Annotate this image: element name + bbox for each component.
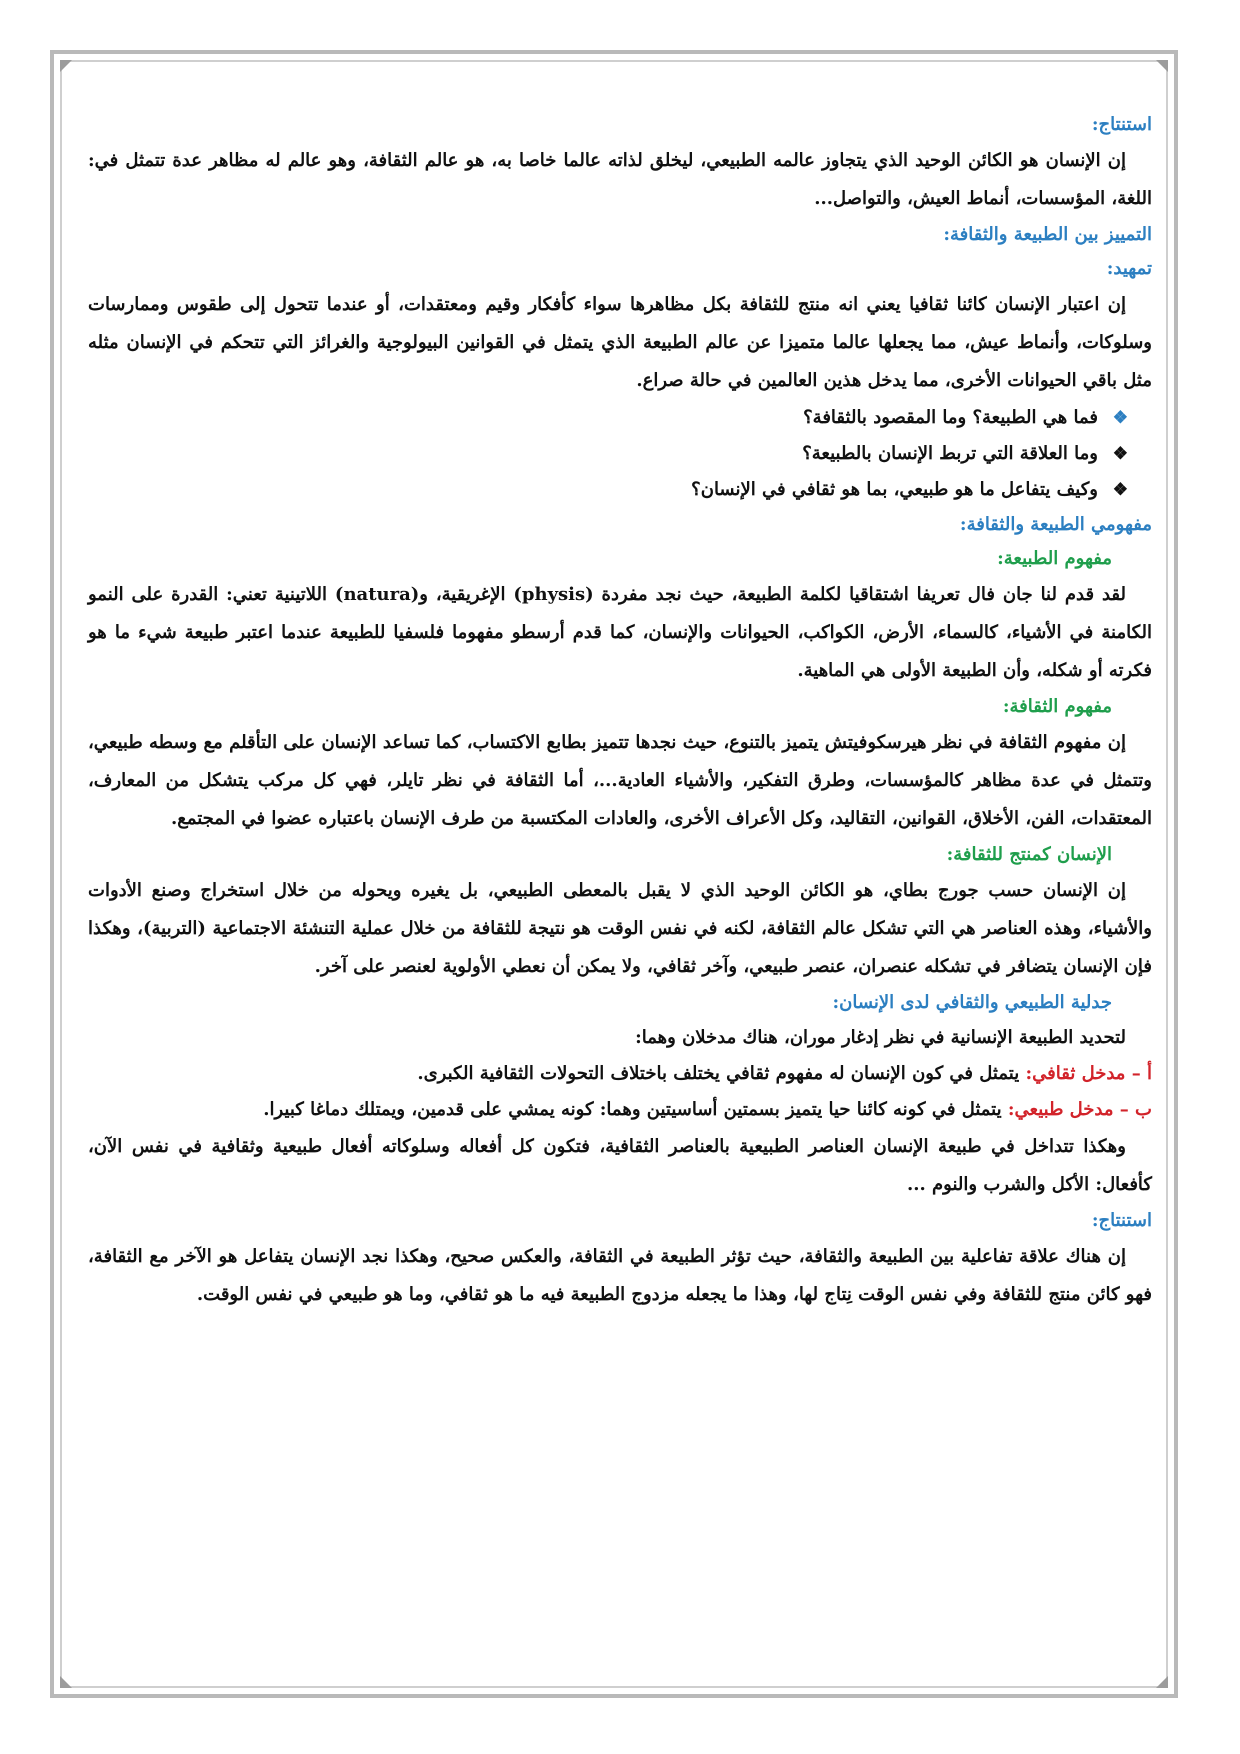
corner-ornament-top-left <box>60 60 72 72</box>
dialectic-intro-text: لتحديد الطبيعة الإنسانية في نظر إدغار موران، هناك مدخلان وهما: <box>635 1027 1126 1048</box>
conclusion-heading-1: استنتاج: <box>1091 114 1152 135</box>
dialectic-intro <box>88 1020 1152 1056</box>
question-text: فما هي الطبيعة؟ وما المقصود بالثقافة؟ <box>803 407 1098 428</box>
dialectic-paragraph <box>88 1128 1152 1204</box>
question-item <box>88 436 1128 472</box>
conclusion-paragraph-2 <box>88 1238 1152 1314</box>
culture-concept-heading: مفهوم الثقافة: <box>1002 696 1112 717</box>
nature-concept-heading: مفهوم الطبيعة: <box>997 548 1112 569</box>
section-heading-nature-culture: التمييز بين الطبيعة والثقافة: <box>943 224 1152 245</box>
entry-b <box>88 1092 1152 1128</box>
diamond-bullet-icon: ❖ <box>1112 480 1128 500</box>
diamond-bullet-icon: ❖ <box>1112 408 1128 428</box>
question-list <box>88 400 1152 508</box>
entry-b-label: ب – مدخل طبيعي: <box>1007 1099 1152 1120</box>
diamond-bullet-icon: ❖ <box>1112 444 1128 464</box>
corner-ornament-bottom-right <box>1156 1676 1168 1688</box>
culture-concept-text: إن مفهوم الثقافة في نظر هيرسكوفيتش يتميز بالتنوع، حيث نجدها تتميز بطابع الاكتساب، كما تساعد الإنسان على التأقلم مع وسطه طبيعي، وتتمثل في عدة مظاهر كالمؤسسات، وطرق التفكير، والأشياء العادية...، أما الثقافة في نظر تايلر، فهي كل مركب يتشكل من المعارف، المعتقدات، الفن، الأخلاق، القوانين، التقاليد، وكل الأعراف الأخرى، والعادات المكتسبة من طرف الإنسان باعتباره عضوا في المجتمع. <box>88 732 1152 829</box>
intro-paragraph-text: إن اعتبار الإنسان كائنا ثقافيا يعني انه منتج للثقافة بكل مظاهرها سواء كأفكار وقيم ومعتقدات، أو عندما تتحول إلى طقوس وممارسات وسلوكات، وأنماط عيش، مما يجعلها عالما متميزا عن عالم الطبيعة الذي يتمثل في القوانين البيولوجية والغرائز التي تتحكم في الإنسان مثله مثل باقي الحيوانات الأخرى، مما يدخل هذين العالمين في حالة صراع. <box>88 294 1152 391</box>
conclusion-heading-2: استنتاج: <box>1091 1210 1152 1231</box>
entry-a-text: يتمثل في كون الإنسان له مفهوم ثقافي يختلف باختلاف التحولات الثقافية الكبرى. <box>417 1063 1026 1084</box>
entry-b-text: يتمثل في كونه كائنا حيا يتميز بسمتين أساسيتين وهما: كونه يمشي على قدمين، ويمتلك دماغا كبيرا. <box>263 1099 1008 1120</box>
question-item <box>88 400 1128 436</box>
nature-concept-paragraph <box>88 576 1152 690</box>
nature-concept-text: لقد قدم لنا جان فال تعريفا اشتقاقيا لكلمة الطبيعة، حيث نجد مفردة (physis) الإغريقية، و(natura) اللاتينية تعني: القدرة على النمو الكامنة في الأشياء، كالسماء، الأرض، الكواكب، الحيوانات والإنسان، كما قدم أرسطو مفهوما فلسفيا للطبيعة عندما اعتبر طبيعة شيء ما هو فكرته أو شكله، وأن الطبيعة الأولى هي الماهية. <box>88 584 1152 681</box>
dialectic-paragraph-text: وهكذا تتداخل في طبيعة الإنسان العناصر الطبيعية بالعناصر الثقافية، فتكون كل أفعاله وسلوكاته أفعال طبيعية وثقافية في نفس الآن، كأفعال: الأكل والشرب والنوم ... <box>88 1136 1152 1195</box>
intro-paragraph <box>88 286 1152 400</box>
conclusion-paragraph-2-text: إن هناك علاقة تفاعلية بين الطبيعة والثقافة، حيث تؤثر الطبيعة في الثقافة، والعكس صحيح، وهكذا نجد الإنسان يتفاعل هو الآخر مع الثقافة، فهو كائن منتج للثقافة وفي نفس الوقت نِتاج لها، وهذا ما يجعله مزدوج الطبيعة فيه ما هو ثقافي، وما هو طبيعي في نفس الوقت. <box>88 1246 1152 1305</box>
corner-ornament-top-right <box>1156 60 1168 72</box>
corner-ornament-bottom-left <box>60 1676 72 1688</box>
conclusion-paragraph-1-text: إن الإنسان هو الكائن الوحيد الذي يتجاوز عالمه الطبيعي، ليخلق لذاته عالما خاصا به، هو عالم الثقافة، وهو عالم له مظاهر عدة تتمثل في: اللغة، المؤسسات، أنماط العيش، والتواصل... <box>88 150 1152 209</box>
concepts-heading: مفهومي الطبيعة والثقافة: <box>959 514 1152 535</box>
dialectic-heading: جدلية الطبيعي والثقافي لدى الإنسان: <box>832 992 1112 1013</box>
human-producer-heading: الإنسان كمنتج للثقافة: <box>946 844 1112 865</box>
human-producer-paragraph <box>88 872 1152 986</box>
document-body <box>88 108 1152 1314</box>
question-item <box>88 472 1128 508</box>
question-text: وما العلاقة التي تربط الإنسان بالطبيعة؟ <box>802 443 1098 464</box>
question-text: وكيف يتفاعل ما هو طبيعي، بما هو ثقافي في الإنسان؟ <box>691 479 1098 500</box>
culture-concept-paragraph <box>88 724 1152 838</box>
intro-heading: تمهيد: <box>1106 258 1152 279</box>
entry-a-label: أ – مدخل ثقافي: <box>1025 1063 1152 1084</box>
conclusion-paragraph-1 <box>88 142 1152 218</box>
human-producer-text: إن الإنسان حسب جورج بطاي، هو الكائن الوحيد الذي لا يقبل بالمعطى الطبيعي، بل يغيره ويحوله من خلال استخراج وصنع الأدوات والأشياء، وهذه العناصر هي التي تشكل عالم الثقافة، لكنه في نفس الوقت هو نتيجة للثقافة من خلال عملية التنشئة الاجتماعية (التربية)، وهكذا فإن الإنسان يتضافر في تشكله عنصران، عنصر طبيعي، وآخر ثقافي، ولا يمكن أن نعطي الأولوية لعنصر على آخر. <box>88 880 1152 977</box>
entry-a <box>88 1056 1152 1092</box>
